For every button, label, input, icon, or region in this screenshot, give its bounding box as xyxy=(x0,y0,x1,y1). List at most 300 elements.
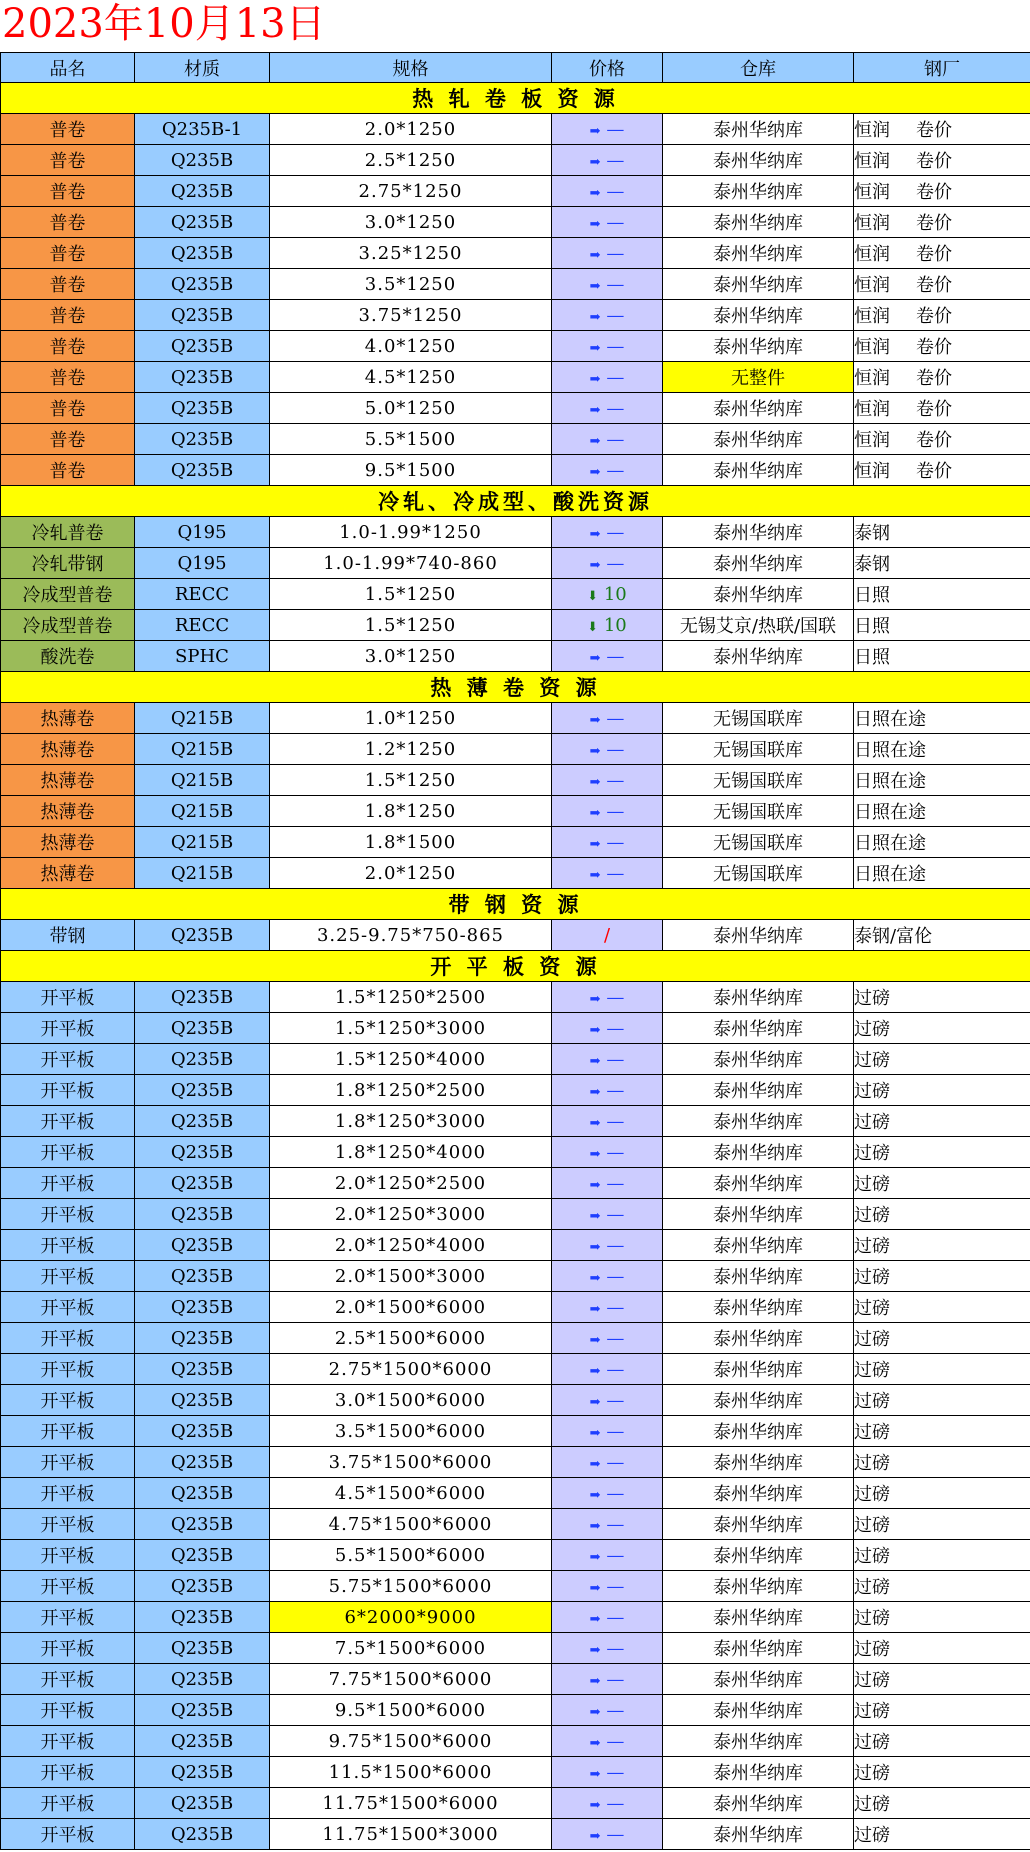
price-text: — xyxy=(606,831,625,853)
product-name-cell: 开平板 xyxy=(1,1354,135,1385)
table-row xyxy=(1,331,1030,362)
material-cell: Q235B xyxy=(135,207,270,238)
right-arrow-icon: ➡ xyxy=(589,1456,601,1472)
mill-name: 恒润 xyxy=(854,430,890,451)
product-name-cell: 冷成型普卷 xyxy=(1,610,135,641)
warehouse-cell: 泰州华纳库 xyxy=(663,1137,854,1168)
mill-cell xyxy=(854,703,1030,734)
material-cell: Q195 xyxy=(135,548,270,579)
material-cell: Q235B xyxy=(135,1168,270,1199)
price-text: — xyxy=(606,645,625,667)
table-row xyxy=(1,1447,1030,1478)
price-cell xyxy=(552,1788,663,1819)
spec-cell: 1.2*1250 xyxy=(270,734,552,765)
mill-cell xyxy=(854,1726,1030,1757)
mill-name: 过磅 xyxy=(854,1236,890,1257)
mill-name: 日照在途 xyxy=(854,833,926,854)
table-row xyxy=(1,1354,1030,1385)
section-header-row xyxy=(1,83,1030,114)
price-text: — xyxy=(606,397,625,419)
mill-note: 卷价 xyxy=(916,399,952,420)
column-header-name: 品名 xyxy=(1,53,135,83)
warehouse-cell: 泰州华纳库 xyxy=(663,455,854,486)
warehouse-cell: 无锡国联库 xyxy=(663,734,854,765)
mill-name: 过磅 xyxy=(854,1360,890,1381)
price-text: — xyxy=(606,800,625,822)
table-row xyxy=(1,176,1030,207)
product-name-cell: 普卷 xyxy=(1,424,135,455)
right-arrow-icon: ➡ xyxy=(589,805,601,821)
mill-name: 泰钢/富伦 xyxy=(854,926,933,947)
spec-cell: 4.75*1500*6000 xyxy=(270,1509,552,1540)
right-arrow-icon: ➡ xyxy=(589,1022,601,1038)
mill-name: 泰钢 xyxy=(854,523,890,544)
price-cell xyxy=(552,1106,663,1137)
right-arrow-icon: ➡ xyxy=(589,1487,601,1503)
table-row xyxy=(1,238,1030,269)
warehouse-cell: 泰州华纳库 xyxy=(663,920,854,951)
right-arrow-icon: ➡ xyxy=(589,433,601,449)
mill-name: 过磅 xyxy=(854,1732,890,1753)
mill-name: 过磅 xyxy=(854,1577,890,1598)
spec-cell: 4.5*1250 xyxy=(270,362,552,393)
table-row xyxy=(1,362,1030,393)
mill-name: 过磅 xyxy=(854,1391,890,1412)
spec-cell: 1.5*1250*4000 xyxy=(270,1044,552,1075)
mill-cell xyxy=(854,858,1030,889)
price-text: — xyxy=(606,1420,625,1442)
spec-cell: 1.8*1250*2500 xyxy=(270,1075,552,1106)
price-text: — xyxy=(606,1048,625,1070)
price-text: / xyxy=(603,924,611,946)
mill-cell xyxy=(854,455,1030,486)
right-arrow-icon: ➡ xyxy=(589,1704,601,1720)
spec-cell: 3.75*1500*6000 xyxy=(270,1447,552,1478)
mill-cell xyxy=(854,1571,1030,1602)
warehouse-cell: 泰州华纳库 xyxy=(663,1075,854,1106)
product-name-cell: 开平板 xyxy=(1,1757,135,1788)
material-cell: Q215B xyxy=(135,858,270,889)
warehouse-cell: 泰州华纳库 xyxy=(663,1664,854,1695)
price-text: — xyxy=(606,1699,625,1721)
material-cell: Q235B xyxy=(135,1664,270,1695)
material-cell: Q235B xyxy=(135,1044,270,1075)
product-name-cell: 开平板 xyxy=(1,1044,135,1075)
table-row xyxy=(1,579,1030,610)
table-row xyxy=(1,765,1030,796)
mill-cell xyxy=(854,1106,1030,1137)
spec-cell: 4.5*1500*6000 xyxy=(270,1478,552,1509)
material-cell: RECC xyxy=(135,610,270,641)
product-name-cell: 开平板 xyxy=(1,1447,135,1478)
warehouse-cell: 泰州华纳库 xyxy=(663,641,854,672)
table-row xyxy=(1,207,1030,238)
column-header-mill: 钢厂 xyxy=(854,53,1030,83)
price-cell xyxy=(552,1509,663,1540)
table-row xyxy=(1,424,1030,455)
price-text: — xyxy=(606,273,625,295)
price-text: — xyxy=(606,521,625,543)
table-row xyxy=(1,455,1030,486)
spec-cell: 3.5*1500*6000 xyxy=(270,1416,552,1447)
material-cell: Q235B xyxy=(135,1416,270,1447)
product-name-cell: 普卷 xyxy=(1,362,135,393)
right-arrow-icon: ➡ xyxy=(589,371,601,387)
mill-name: 过磅 xyxy=(854,1267,890,1288)
mill-name: 过磅 xyxy=(854,988,890,1009)
spec-cell: 3.5*1250 xyxy=(270,269,552,300)
spec-cell: 11.75*1500*3000 xyxy=(270,1819,552,1850)
spec-cell: 6*2000*9000 xyxy=(270,1602,552,1633)
product-name-cell: 开平板 xyxy=(1,1137,135,1168)
right-arrow-icon: ➡ xyxy=(589,1053,601,1069)
right-arrow-icon: ➡ xyxy=(589,557,601,573)
warehouse-cell: 泰州华纳库 xyxy=(663,548,854,579)
mill-name: 过磅 xyxy=(854,1608,890,1629)
mill-cell xyxy=(854,1230,1030,1261)
mill-cell xyxy=(854,176,1030,207)
spec-cell: 9.5*1500 xyxy=(270,455,552,486)
mill-cell xyxy=(854,579,1030,610)
mill-name: 恒润 xyxy=(854,275,890,296)
product-name-cell: 开平板 xyxy=(1,1819,135,1850)
price-text: — xyxy=(606,1172,625,1194)
mill-name: 过磅 xyxy=(854,1701,890,1722)
right-arrow-icon: ➡ xyxy=(589,1828,601,1844)
mill-cell xyxy=(854,207,1030,238)
mill-name: 过磅 xyxy=(854,1453,890,1474)
warehouse-cell: 泰州华纳库 xyxy=(663,1261,854,1292)
mill-cell xyxy=(854,610,1030,641)
price-text: — xyxy=(606,1823,625,1845)
price-cell xyxy=(552,269,663,300)
warehouse-cell: 泰州华纳库 xyxy=(663,1726,854,1757)
spec-cell: 3.0*1250 xyxy=(270,207,552,238)
price-cell xyxy=(552,145,663,176)
right-arrow-icon: ➡ xyxy=(589,1208,601,1224)
mill-note: 卷价 xyxy=(916,244,952,265)
price-text: — xyxy=(606,862,625,884)
spec-cell: 2.0*1500*6000 xyxy=(270,1292,552,1323)
product-name-cell: 热薄卷 xyxy=(1,796,135,827)
price-text: — xyxy=(606,738,625,760)
price-text: — xyxy=(606,149,625,171)
mill-cell xyxy=(854,548,1030,579)
table-row xyxy=(1,145,1030,176)
mill-name: 日照在途 xyxy=(854,709,926,730)
mill-name: 日照 xyxy=(854,647,890,668)
price-cell xyxy=(552,641,663,672)
warehouse-cell: 泰州华纳库 xyxy=(663,982,854,1013)
price-cell xyxy=(552,1292,663,1323)
warehouse-cell: 泰州华纳库 xyxy=(663,300,854,331)
price-text: — xyxy=(606,428,625,450)
product-name-cell: 开平板 xyxy=(1,1416,135,1447)
warehouse-cell: 泰州华纳库 xyxy=(663,207,854,238)
table-row xyxy=(1,1571,1030,1602)
mill-name: 日照在途 xyxy=(854,864,926,885)
warehouse-cell: 泰州华纳库 xyxy=(663,393,854,424)
warehouse-cell: 泰州华纳库 xyxy=(663,1571,854,1602)
price-cell xyxy=(552,1137,663,1168)
material-cell: Q235B xyxy=(135,1137,270,1168)
table-row xyxy=(1,641,1030,672)
header-row xyxy=(1,53,1030,83)
table-row xyxy=(1,1168,1030,1199)
table-row xyxy=(1,796,1030,827)
right-arrow-icon: ➡ xyxy=(589,464,601,480)
product-name-cell: 普卷 xyxy=(1,207,135,238)
price-text: — xyxy=(606,1606,625,1628)
warehouse-cell: 泰州华纳库 xyxy=(663,1509,854,1540)
mill-name: 过磅 xyxy=(854,1763,890,1784)
price-cell xyxy=(552,1230,663,1261)
product-name-cell: 开平板 xyxy=(1,1664,135,1695)
mill-name: 恒润 xyxy=(854,368,890,389)
price-text: — xyxy=(606,1296,625,1318)
spec-cell: 2.0*1250 xyxy=(270,114,552,145)
mill-cell xyxy=(854,1013,1030,1044)
material-cell: Q235B-1 xyxy=(135,114,270,145)
warehouse-cell: 泰州华纳库 xyxy=(663,1447,854,1478)
section-header-row xyxy=(1,486,1030,517)
right-arrow-icon: ➡ xyxy=(589,216,601,232)
mill-name: 恒润 xyxy=(854,244,890,265)
table-row xyxy=(1,1044,1030,1075)
material-cell: Q215B xyxy=(135,796,270,827)
mill-cell xyxy=(854,1540,1030,1571)
price-cell xyxy=(552,1354,663,1385)
price-text: — xyxy=(606,986,625,1008)
right-arrow-icon: ➡ xyxy=(589,1518,601,1534)
mill-name: 恒润 xyxy=(854,306,890,327)
price-text: — xyxy=(606,304,625,326)
table-row xyxy=(1,734,1030,765)
warehouse-cell: 泰州华纳库 xyxy=(663,238,854,269)
price-cell xyxy=(552,1385,663,1416)
price-cell xyxy=(552,1726,663,1757)
mill-cell xyxy=(854,796,1030,827)
product-name-cell: 开平板 xyxy=(1,1726,135,1757)
mill-cell xyxy=(854,393,1030,424)
spec-cell: 11.75*1500*6000 xyxy=(270,1788,552,1819)
material-cell: Q235B xyxy=(135,1757,270,1788)
material-cell: Q235B xyxy=(135,982,270,1013)
material-cell: Q235B xyxy=(135,1602,270,1633)
mill-cell xyxy=(854,517,1030,548)
table-row xyxy=(1,1385,1030,1416)
warehouse-cell: 泰州华纳库 xyxy=(663,1416,854,1447)
mill-cell xyxy=(854,1168,1030,1199)
warehouse-cell: 无锡艾京/热联/国联 xyxy=(663,610,854,641)
right-arrow-icon: ➡ xyxy=(589,1084,601,1100)
spec-cell: 3.0*1500*6000 xyxy=(270,1385,552,1416)
mill-cell xyxy=(854,1416,1030,1447)
price-cell xyxy=(552,1633,663,1664)
price-cell xyxy=(552,1478,663,1509)
table-row xyxy=(1,827,1030,858)
product-name-cell: 开平板 xyxy=(1,1509,135,1540)
warehouse-cell: 泰州华纳库 xyxy=(663,1633,854,1664)
right-arrow-icon: ➡ xyxy=(589,1425,601,1441)
price-text: — xyxy=(606,366,625,388)
mill-name: 过磅 xyxy=(854,1174,890,1195)
material-cell: Q235B xyxy=(135,1106,270,1137)
column-header-material: 材质 xyxy=(135,53,270,83)
table-row xyxy=(1,1106,1030,1137)
warehouse-cell: 泰州华纳库 xyxy=(663,1168,854,1199)
warehouse-cell: 泰州华纳库 xyxy=(663,1013,854,1044)
mill-cell xyxy=(854,1478,1030,1509)
mill-note: 卷价 xyxy=(916,275,952,296)
mill-cell xyxy=(854,765,1030,796)
product-name-cell: 热薄卷 xyxy=(1,858,135,889)
right-arrow-icon: ➡ xyxy=(589,1332,601,1348)
spec-cell: 3.0*1250 xyxy=(270,641,552,672)
right-arrow-icon: ➡ xyxy=(589,247,601,263)
mill-name: 恒润 xyxy=(854,151,890,172)
warehouse-cell: 泰州华纳库 xyxy=(663,424,854,455)
mill-cell xyxy=(854,1044,1030,1075)
right-arrow-icon: ➡ xyxy=(589,1735,601,1751)
price-change-value: 10 xyxy=(603,614,627,636)
right-arrow-icon: ➡ xyxy=(589,650,601,666)
mill-name: 过磅 xyxy=(854,1329,890,1350)
product-name-cell: 普卷 xyxy=(1,455,135,486)
spec-cell: 2.0*1250*4000 xyxy=(270,1230,552,1261)
mill-cell xyxy=(854,1137,1030,1168)
product-name-cell: 开平板 xyxy=(1,1540,135,1571)
product-name-cell: 开平板 xyxy=(1,1385,135,1416)
price-text: — xyxy=(606,1079,625,1101)
table-row xyxy=(1,114,1030,145)
mill-name: 恒润 xyxy=(854,337,890,358)
price-text: — xyxy=(606,1761,625,1783)
mill-cell xyxy=(854,424,1030,455)
price-cell xyxy=(552,579,663,610)
material-cell: Q235B xyxy=(135,1540,270,1571)
mill-cell xyxy=(854,1075,1030,1106)
price-text: — xyxy=(606,1389,625,1411)
price-text: — xyxy=(606,1358,625,1380)
mill-name: 日照在途 xyxy=(854,802,926,823)
spec-cell: 2.75*1250 xyxy=(270,176,552,207)
material-cell: Q235B xyxy=(135,331,270,362)
mill-name: 过磅 xyxy=(854,1019,890,1040)
product-name-cell: 开平板 xyxy=(1,1075,135,1106)
mill-name: 过磅 xyxy=(854,1050,890,1071)
spec-cell: 1.5*1250*2500 xyxy=(270,982,552,1013)
material-cell: Q235B xyxy=(135,393,270,424)
product-name-cell: 普卷 xyxy=(1,393,135,424)
warehouse-cell: 泰州华纳库 xyxy=(663,1540,854,1571)
material-cell: Q235B xyxy=(135,176,270,207)
right-arrow-icon: ➡ xyxy=(589,712,601,728)
mill-cell xyxy=(854,362,1030,393)
price-cell xyxy=(552,765,663,796)
price-cell xyxy=(552,1664,663,1695)
price-cell xyxy=(552,1323,663,1354)
price-text: — xyxy=(606,1017,625,1039)
product-name-cell: 带钢 xyxy=(1,920,135,951)
price-cell xyxy=(552,1044,663,1075)
warehouse-cell: 泰州华纳库 xyxy=(663,1757,854,1788)
price-text: — xyxy=(606,1141,625,1163)
product-name-cell: 开平板 xyxy=(1,1261,135,1292)
price-text: — xyxy=(606,1513,625,1535)
material-cell: Q235B xyxy=(135,1788,270,1819)
mill-cell xyxy=(854,1323,1030,1354)
material-cell: Q235B xyxy=(135,1633,270,1664)
table-row xyxy=(1,920,1030,951)
mill-name: 过磅 xyxy=(854,1794,890,1815)
product-name-cell: 开平板 xyxy=(1,1788,135,1819)
product-name-cell: 普卷 xyxy=(1,145,135,176)
spec-cell: 9.5*1500*6000 xyxy=(270,1695,552,1726)
right-arrow-icon: ➡ xyxy=(589,1363,601,1379)
right-arrow-icon: ➡ xyxy=(589,1766,601,1782)
section-title: 冷轧、冷成型、酸洗资源 xyxy=(1,486,1030,517)
product-name-cell: 冷轧带钢 xyxy=(1,548,135,579)
table-row xyxy=(1,1075,1030,1106)
mill-note: 卷价 xyxy=(916,213,952,234)
spec-cell: 3.25-9.75*750-865 xyxy=(270,920,552,951)
mill-cell xyxy=(854,1695,1030,1726)
warehouse-cell: 无整件 xyxy=(663,362,854,393)
section-header-row xyxy=(1,672,1030,703)
section-title: 热 薄 卷 资 源 xyxy=(1,672,1030,703)
right-arrow-icon: ➡ xyxy=(589,154,601,170)
material-cell: Q235B xyxy=(135,1323,270,1354)
warehouse-cell: 泰州华纳库 xyxy=(663,1788,854,1819)
price-text: — xyxy=(606,1110,625,1132)
warehouse-cell: 无锡国联库 xyxy=(663,796,854,827)
table-row xyxy=(1,1695,1030,1726)
warehouse-cell: 泰州华纳库 xyxy=(663,1292,854,1323)
warehouse-cell: 泰州华纳库 xyxy=(663,1602,854,1633)
price-cell xyxy=(552,455,663,486)
mill-name: 过磅 xyxy=(854,1515,890,1536)
column-header-price: 价格 xyxy=(552,53,663,83)
right-arrow-icon: ➡ xyxy=(589,1549,601,1565)
price-cell xyxy=(552,858,663,889)
warehouse-cell: 泰州华纳库 xyxy=(663,1106,854,1137)
table-row xyxy=(1,610,1030,641)
price-text: — xyxy=(606,1265,625,1287)
material-cell: Q235B xyxy=(135,1571,270,1602)
right-arrow-icon: ➡ xyxy=(589,774,601,790)
mill-name: 过磅 xyxy=(854,1143,890,1164)
warehouse-cell: 泰州华纳库 xyxy=(663,269,854,300)
price-cell xyxy=(552,207,663,238)
material-cell: Q215B xyxy=(135,827,270,858)
product-name-cell: 普卷 xyxy=(1,269,135,300)
mill-cell xyxy=(854,1664,1030,1695)
table-row xyxy=(1,269,1030,300)
table-row xyxy=(1,1323,1030,1354)
right-arrow-icon: ➡ xyxy=(589,1642,601,1658)
price-text: — xyxy=(606,1451,625,1473)
price-text: — xyxy=(606,1482,625,1504)
price-cell xyxy=(552,1075,663,1106)
table-row xyxy=(1,1013,1030,1044)
mill-cell xyxy=(854,641,1030,672)
spec-cell: 1.0-1.99*1250 xyxy=(270,517,552,548)
mill-cell xyxy=(854,1354,1030,1385)
price-text: — xyxy=(606,552,625,574)
material-cell: Q235B xyxy=(135,300,270,331)
section-title: 热 轧 卷 板 资 源 xyxy=(1,83,1030,114)
